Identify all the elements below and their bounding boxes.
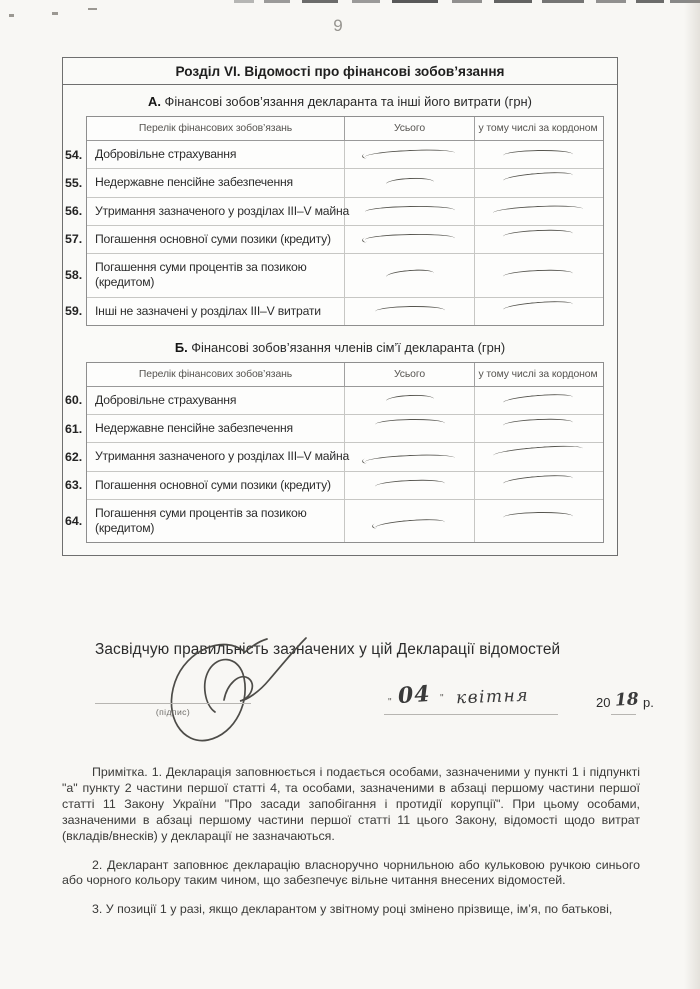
- row-label: Інші не зазначені у розділах III–V витрати: [87, 298, 345, 325]
- row-label: Добровільне страхування: [87, 387, 345, 414]
- date-month-handwritten: квітня: [455, 685, 530, 709]
- handwritten-dash: [375, 480, 445, 490]
- cell-total: [345, 443, 475, 470]
- cell-abroad: [475, 141, 601, 168]
- handwritten-dash: [386, 270, 434, 280]
- part-a-letter: А.: [148, 94, 161, 109]
- handwritten-dash: [375, 419, 445, 429]
- cell-total: [345, 415, 475, 442]
- part-b-letter: Б.: [174, 339, 188, 355]
- handwritten-dash: [503, 150, 573, 160]
- column-header-abroad: у тому числі за кордоном: [478, 123, 598, 134]
- cell-total: [345, 198, 475, 225]
- section-title: Розділ VI. Відомості про фінансові зобов’язання: [63, 58, 617, 85]
- handwritten-dash: [503, 512, 573, 522]
- column-header-list: Перелік фінансових зобов’язань: [87, 117, 345, 140]
- cell-abroad: [475, 415, 601, 442]
- date-line: [384, 714, 558, 715]
- part-b-heading: [63, 340, 617, 355]
- row-label: Добровільне страхування: [87, 141, 345, 168]
- handwritten-dash: [375, 306, 445, 316]
- date-day-handwritten: 04: [397, 680, 432, 710]
- handwritten-dash: [503, 302, 573, 312]
- date-open-quote: ": [388, 697, 392, 708]
- column-header-abroad: у тому числі за кордоном: [478, 368, 598, 380]
- handwritten-dash: [365, 150, 455, 160]
- row-label: Недержавне пенсійне забезпечення: [87, 169, 345, 196]
- row-number: 60.: [65, 393, 83, 408]
- table-row: [65, 198, 603, 226]
- cell-abroad: [475, 500, 601, 543]
- signature-line: [95, 703, 251, 704]
- handwritten-dash: [493, 447, 583, 457]
- cell-abroad: [475, 472, 601, 499]
- cell-total: [345, 254, 475, 297]
- table-b-header-row: [87, 363, 603, 387]
- row-label: Погашення суми процентів за позикою (кредитом): [87, 254, 345, 297]
- handwritten-dash: [375, 520, 445, 530]
- row-label: Утримання зазначеного у розділах III–V майна: [87, 443, 345, 470]
- row-number: 55.: [65, 175, 83, 190]
- handwritten-dash: [365, 234, 455, 244]
- table-row: [65, 443, 603, 471]
- row-number: 63.: [65, 478, 83, 493]
- date-close-quote: ": [440, 693, 444, 704]
- handwritten-dash: [503, 230, 573, 240]
- cell-abroad: [475, 387, 601, 414]
- table-row: [65, 500, 603, 543]
- cell-total: [345, 387, 475, 414]
- row-number: 64.: [65, 514, 83, 528]
- table-row: [65, 141, 603, 169]
- row-number: 61.: [65, 421, 83, 436]
- cell-abroad: [475, 169, 601, 196]
- table-row: [65, 169, 603, 197]
- table-row: [65, 254, 603, 298]
- table-row: [65, 387, 603, 415]
- cell-total: [345, 141, 475, 168]
- date-year-handwritten: 18: [614, 689, 640, 711]
- handwritten-dash: [503, 270, 573, 280]
- row-number: 57.: [65, 232, 83, 247]
- cell-total: [345, 500, 475, 543]
- handwritten-dash: [386, 178, 434, 188]
- handwritten-dash: [503, 395, 573, 405]
- row-number: 54.: [65, 147, 83, 162]
- signature-caption: (підпис): [155, 707, 191, 717]
- column-header-total: Усього: [345, 117, 475, 140]
- part-b-title: Фінансові зобов’язання членів сім’ї декларанта (грн): [187, 339, 506, 355]
- handwritten-dash: [503, 419, 573, 429]
- column-header-list: Перелік фінансових зобов’язань: [87, 363, 345, 386]
- row-number: 56.: [65, 204, 83, 219]
- table-row: [65, 415, 603, 443]
- cell-total: [345, 169, 475, 196]
- notes-paragraph-2: 2. Декларант заповнює декларацію власноручно чорнильною або кульковою ручкою синього або чорного кольору таким чином, що забезпечує вільне читання внесених відомостей.: [62, 857, 640, 888]
- handwritten-dash: [365, 455, 455, 465]
- cell-abroad: [475, 443, 601, 470]
- row-label: Погашення суми процентів за позикою (кредитом): [87, 500, 345, 543]
- cell-total: [345, 472, 475, 499]
- cell-abroad: [475, 198, 601, 225]
- part-a-heading: [63, 94, 617, 109]
- date-year-line: [611, 714, 636, 715]
- cell-abroad: [475, 254, 601, 297]
- cell-total: [345, 226, 475, 253]
- table-a: [65, 116, 604, 326]
- table-row: [65, 472, 603, 500]
- table-row: [65, 298, 603, 325]
- row-number: 62.: [65, 449, 83, 464]
- cell-abroad: [475, 298, 601, 325]
- handwritten-dash: [493, 206, 583, 216]
- part-a-title: Фінансові зобов’язання декларанта та інші його витрати (грн): [160, 94, 532, 109]
- row-number: 58.: [65, 268, 83, 283]
- table-row: [65, 226, 603, 254]
- row-label: Недержавне пенсійне забезпечення: [87, 415, 345, 442]
- notes-paragraph-1: Примітка. 1. Декларація заповнюється і подається особами, зазначеними у пункті 1 і підпункті "а" пункту 2 частини першої статті 4, та особами, зазначеними в абзаці першому частини першої статті 11 Закону України "Про засади запобігання і протидії корупції". При цьому особами, зазначеними в абзаці першому частини першої статті 11 цього Закону, відомості щодо витрат (вкладів/внесків) у декларації не зазначаються.: [62, 765, 640, 843]
- certification-statement: Засвідчую правильність зазначених у цій Декларації відомостей: [95, 641, 561, 658]
- table-b: [65, 362, 604, 544]
- row-number: 59.: [65, 304, 83, 319]
- notes-paragraph-3: 3. У позиції 1 у разі, якщо декларантом у звітному році змінено прізвище, ім’я, по батькові,: [92, 902, 613, 917]
- notes-block: [62, 765, 640, 918]
- table-a-header-row: [87, 117, 603, 141]
- handwritten-dash: [503, 173, 573, 183]
- cell-total: [345, 298, 475, 325]
- date-era-suffix: р.: [643, 695, 654, 710]
- signature: [148, 628, 318, 753]
- page-number: 9: [333, 16, 343, 35]
- cell-abroad: [475, 226, 601, 253]
- handwritten-dash: [503, 476, 573, 486]
- handwritten-dash: [365, 206, 455, 216]
- date-century: 20: [596, 695, 611, 710]
- row-label: Утримання зазначеного у розділах III–V майна: [87, 198, 345, 225]
- section-vi-box: [62, 57, 618, 556]
- row-label: Погашення основної суми позики (кредиту): [87, 472, 345, 499]
- row-label: Погашення основної суми позики (кредиту): [87, 226, 345, 253]
- column-header-total: Усього: [345, 363, 475, 386]
- handwritten-dash: [386, 395, 434, 405]
